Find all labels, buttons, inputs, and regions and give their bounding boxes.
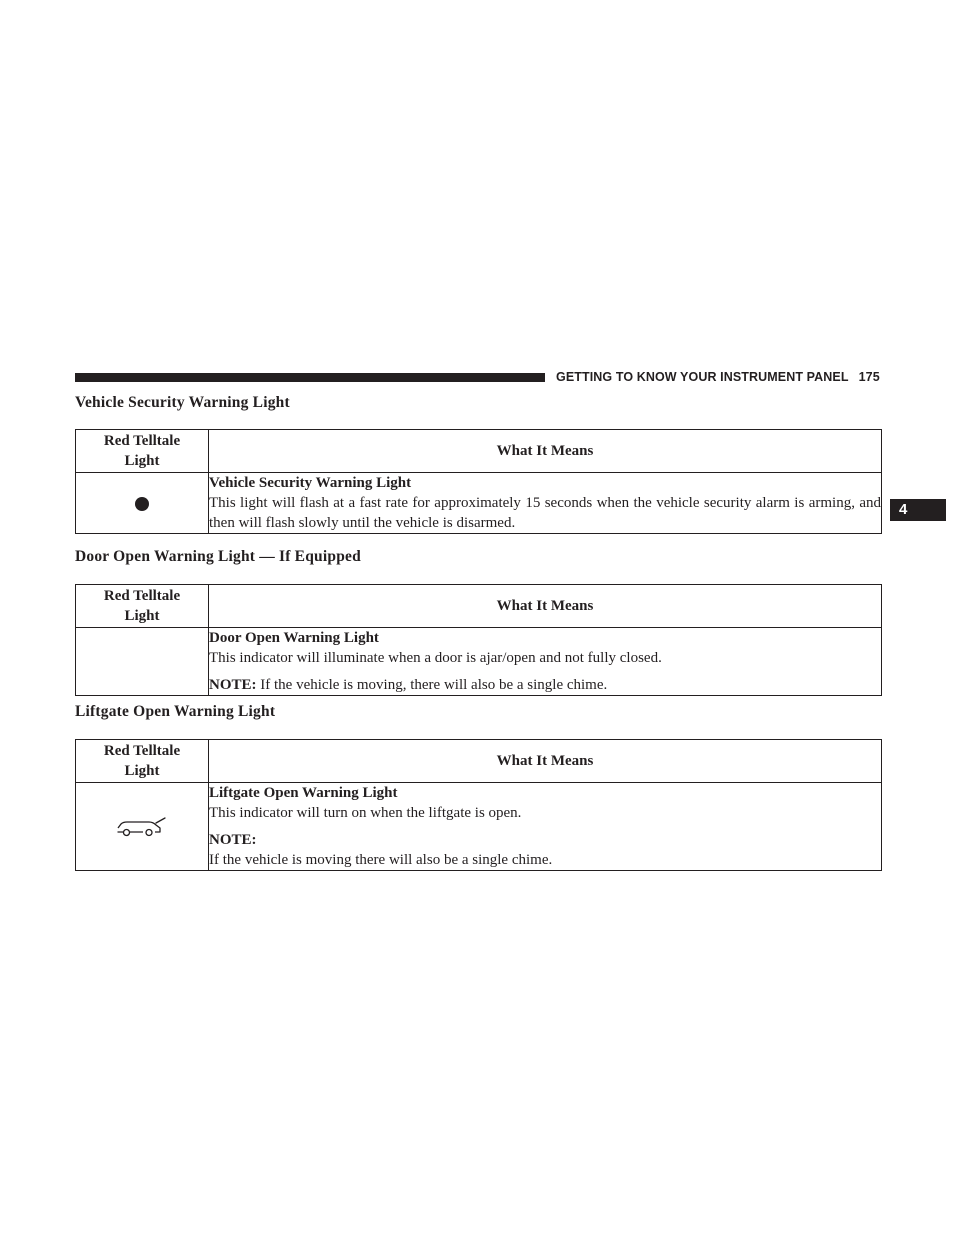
section-title-liftgate-open: Liftgate Open Warning Light (75, 703, 276, 720)
col-header-what-it-means: What It Means (209, 430, 882, 473)
header-rule (75, 373, 545, 382)
telltale-cell (76, 473, 209, 534)
description-cell (209, 473, 882, 534)
note-label: NOTE: (209, 832, 257, 848)
liftgate-open-icon (115, 816, 169, 838)
item-description: This indicator will turn on when the liftgate is open. (209, 805, 522, 821)
item-description: This indicator will illuminate when a door is ajar/open and not fully closed. (209, 650, 662, 666)
table-row (76, 783, 882, 871)
telltale-cell (76, 783, 209, 871)
note-text: If the vehicle is moving there will also be a single chime. (209, 852, 553, 868)
note-text: If the vehicle is moving, there will also be a single chime. (256, 677, 608, 693)
chapter-tab: 4 (890, 499, 946, 521)
telltale-table-door-open (75, 584, 882, 696)
item-title: Liftgate Open Warning Light (209, 785, 398, 801)
col-header-red-telltale: Red Telltale Light (76, 740, 209, 783)
table-row (76, 473, 882, 534)
col-header-red-telltale: Red Telltale Light (76, 585, 209, 628)
col-header-what-it-means: What It Means (209, 740, 882, 783)
section-title-door-open: Door Open Warning Light — If Equipped (75, 548, 361, 565)
header-section-title: GETTING TO KNOW YOUR INSTRUMENT PANEL (556, 370, 849, 384)
col-header-what-it-means: What It Means (209, 585, 882, 628)
table-header-row (76, 740, 882, 783)
telltale-table-liftgate-open (75, 739, 882, 871)
section-title-vehicle-security: Vehicle Security Warning Light (75, 394, 290, 411)
description-cell (209, 783, 882, 871)
table-header-row (76, 585, 882, 628)
description-cell (209, 628, 882, 696)
page-number: 175 (858, 370, 880, 384)
table-row (76, 628, 882, 696)
item-title: Vehicle Security Warning Light (209, 475, 412, 491)
item-description: This light will flash at a fast rate for approximately 15 seconds when the vehicle security alarm is arming, and then will flash slowly until the vehicle is disarmed. (209, 495, 881, 531)
table-header-row (76, 430, 882, 473)
note (209, 675, 881, 695)
security-dot-icon (135, 497, 149, 511)
col-header-red-telltale: Red Telltale Light (76, 430, 209, 473)
note-label: NOTE: (209, 677, 257, 693)
telltale-cell (76, 628, 209, 696)
running-header (556, 370, 880, 384)
telltale-table-vehicle-security (75, 429, 882, 534)
item-title: Door Open Warning Light (209, 630, 379, 646)
